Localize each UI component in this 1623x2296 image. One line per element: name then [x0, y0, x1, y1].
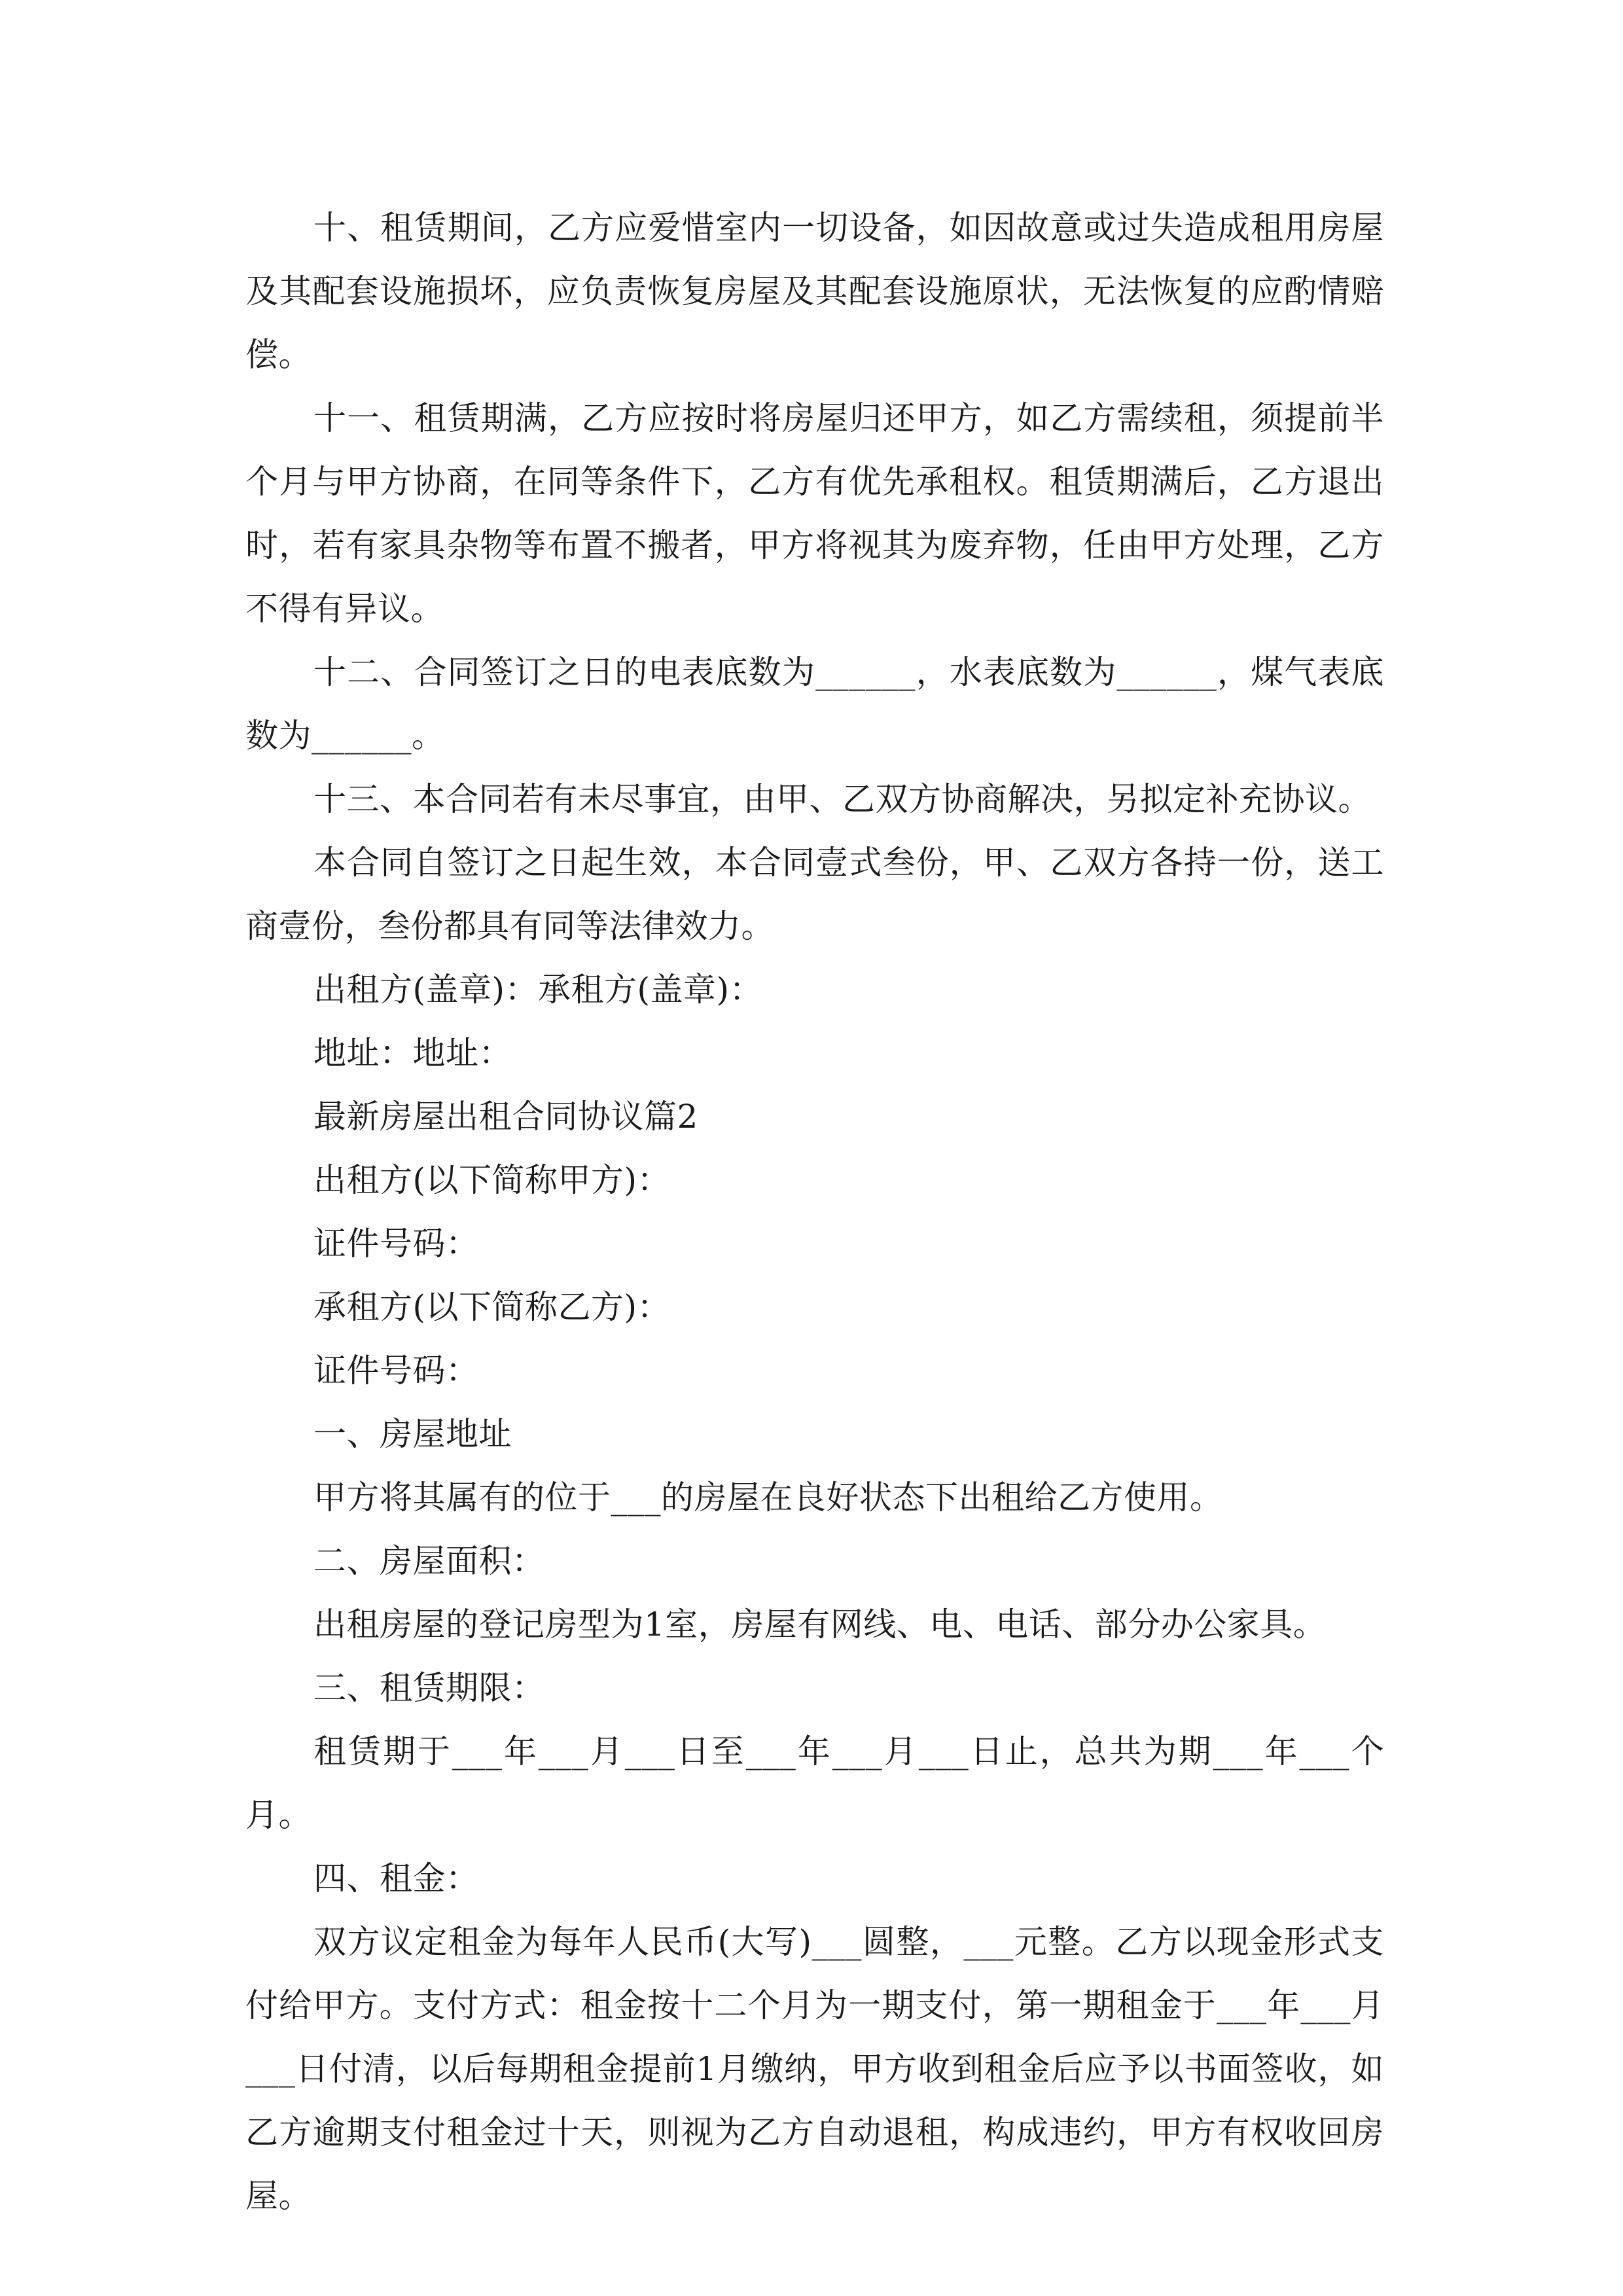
clause-1-body: 甲方将其属有的位于___的房屋在良好状态下出租给乙方使用。: [313, 1479, 1223, 1516]
clause-1-heading: 一、房屋地址: [313, 1415, 512, 1453]
section-heading-part-2: 最新房屋出租合同协议篇2: [313, 1098, 698, 1136]
clause-4-body: 双方议定租金为每年人民币(大写)___圆整，___元整。乙方以现金形式支付给甲方。支付方式：租金按十二个月为一期支付，第一期租金于___年___月___日付清，以后每期租金提前1月缴纳，甲方收到租金后应予以书面签收，如乙方逾期支付租金过十天，则视为乙方自动退租，构成违约，甲方有权收回房屋。: [245, 1923, 1384, 2215]
clause-3-body: 租赁期于___年___月___日至___年___月___日止，总共为期___年___个月。: [245, 1732, 1384, 1834]
address-line: 地址：地址：: [313, 1034, 512, 1072]
clause-2-body: 出租房屋的登记房型为1室，房屋有网线、电、电话、部分办公家具。: [313, 1605, 1327, 1643]
clause-3-heading: 三、租赁期限：: [313, 1669, 545, 1707]
clause-10-paragraph: 十、租赁期间，乙方应爱惜室内一切设备，如因故意或过失造成租用房屋及其配套设施损坏，应负责恢复房屋及其配套设施原状，无法恢复的应酌情赔偿。: [245, 209, 1384, 374]
clause-13-paragraph: 十三、本合同若有未尽事宜，由甲、乙双方协商解决，另拟定补充协议。: [313, 780, 1371, 818]
lessor-id-line: 证件号码：: [313, 1225, 479, 1263]
clause-12-paragraph: 十二、合同签订之日的电表底数为______，水表底数为______，煤气表底数为______。: [245, 653, 1384, 755]
lessee-id-line: 证件号码：: [313, 1352, 479, 1390]
document-body: [245, 196, 1384, 2228]
lessor-line: 出租方(以下简称甲方)：: [313, 1161, 671, 1199]
effectiveness-paragraph: 本合同自签订之日起生效，本合同壹式叁份，甲、乙双方各持一份，送工商壹份，叁份都具有同等法律效力。: [245, 844, 1384, 945]
clause-11-paragraph: 十一、租赁期满，乙方应按时将房屋归还甲方，如乙方需续租，须提前半个月与甲方协商，在同等条件下，乙方有优先承租权。租赁期满后，乙方退出时，若有家具杂物等布置不搬者，甲方将视其为废弃物，任由甲方处理，乙方不得有异议。: [245, 399, 1384, 628]
lessee-line: 承租方(以下简称乙方)：: [313, 1288, 671, 1326]
clause-4-heading: 四、租金：: [313, 1859, 479, 1897]
signature-stamp-line: 出租方(盖章)：承租方(盖章)：: [313, 971, 763, 1009]
clause-2-heading: 二、房屋面积：: [313, 1542, 545, 1580]
